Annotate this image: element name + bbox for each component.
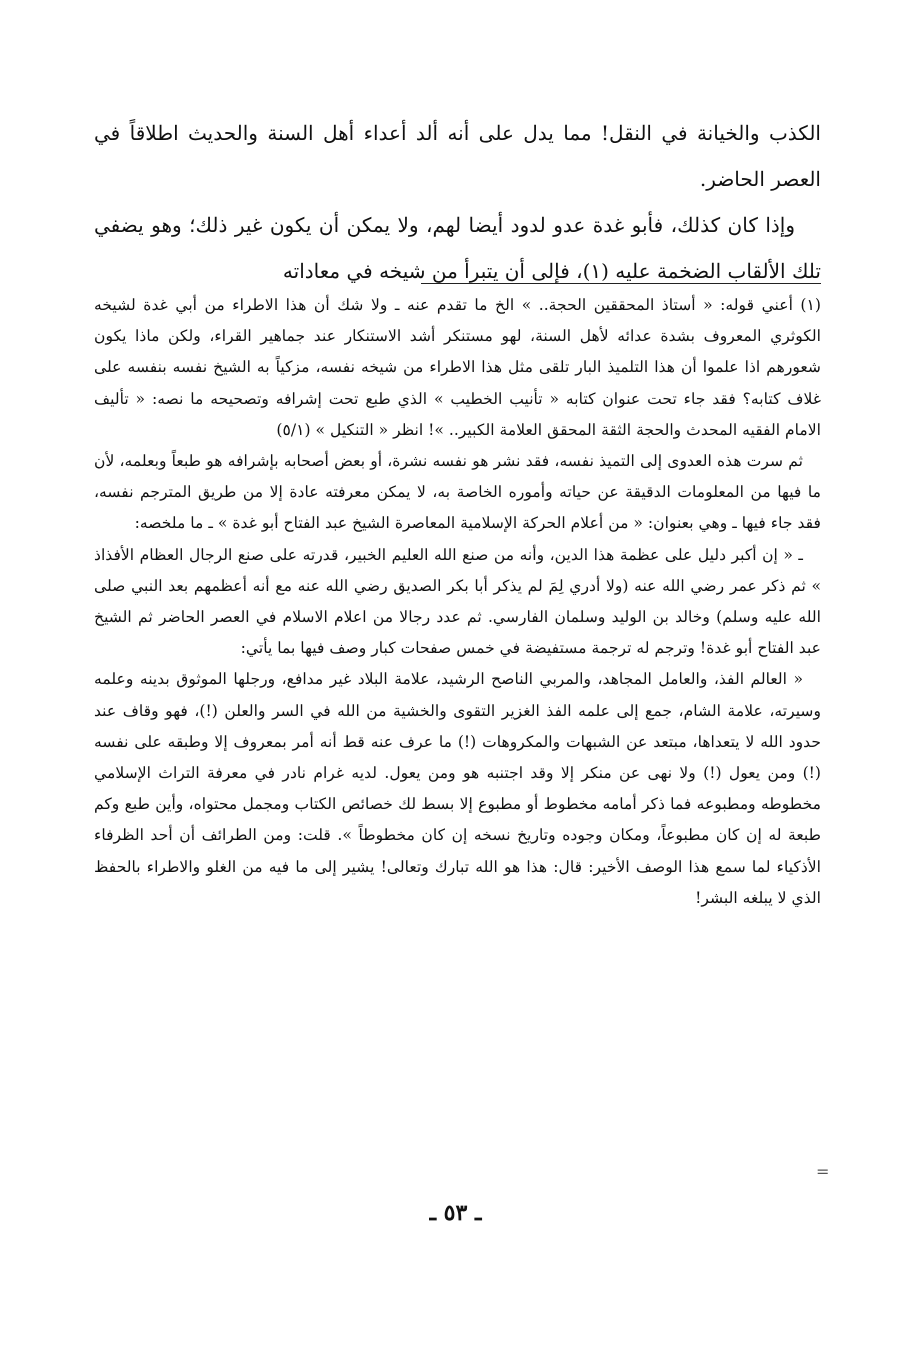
main-paragraph-2: وإذا كان كذلك، فأبو غدة عدو لدود أيضا لهم، ولا يمكن أن يكون غير ذلك؛ وهو يضفي تلك الألقاب الضخمة عليه (١)، فإلى أن يتبرأ من شيخه في معاداته	[94, 213, 821, 283]
footnote-paragraph-2: ثم سرت هذه العدوى إلى التميذ نفسه، فقد نشر هو نفسه نشرة، أو بعض أصحابه بإشرافه هو طبعاً وبعلمه، لأن ما فيها من المعلومات الدقيقة عن حياته وأموره الخاصة به، لا يمكن معرفته عادة إلا من طريق المترجم نفسه، فقد جاء فيها ـ وهي بعنوان: « من أعلام الحركة الإسلامية المعاصرة الشيخ عبد الفتاح أبو غدة » ـ ما ملخصه:	[94, 452, 821, 533]
main-paragraph-1: الكذب والخيانة في النقل! مما يدل على أنه ألد أعداء أهل السنة والحديث اطلاقاً في العصر الحاضر.	[94, 121, 821, 191]
footnote-paragraph-3: ـ « إن أكبر دليل على عظمة هذا الدين، وأنه من صنع الله العليم الخبير، قدرته على صنع الرجال العظام الأفذاذ » ثم ذكر عمر رضي الله عنه (ولا أدري لِمَ لم يذكر أبا بكر الصديق رضي الله عنه مع أنه أعظمهم بعد النبي صلى الله عليه وسلم) وخالد بن الوليد وسلمان الفارسي. ثم عدد رجالا من اعلام الاسلام في العصر الحاضر ثم الشيخ عبد الفتاح أبو غدة! وترجم له ترجمة مستفيضة في خمس صفحات كبار وصف فيها بما يأتي:	[94, 545, 821, 658]
footnote-1: (١) أعني قوله: « أستاذ المحققين الحجة.. » الخ ما تقدم عنه ـ ولا شك أن هذا الاطراء من أبي غدة لشيخه الكوثري المعروف بشدة عدائه لأهل السنة، لهو مستنكر أشد الاستنكار عند جماهير القراء، ولكن ماذا يكون شعورهم اذا علموا أن هذا التلميذ البار تلقى مثل هذا الاطراء من شيخه نفسه، مزكياً به الشيخ نفسه بنفسه على غلاف كتابه؟ فقد جاء تحت عنوان كتابه « تأنيب الخطيب » الذي طبع تحت إشرافه وتصحيحه ما نصه: « تأليف الامام الفقيه المحدث والحجة الثقة المحقق العلامة الكبير.. »! انظر « التنكيل » (٥/١)	[94, 296, 821, 439]
footnote-paragraph-4: « العالم الفذ، والعامل المجاهد، والمربي الناصح الرشيد، علامة البلاد غير مدافع، ورجلها الموثوق بدينه وعلمه وسيرته، علامة الشام، جمع إلى علمه الفذ الغزير التقوى والخشية من الله في السر والعلن (!)، فهو وقاف عند حدود الله لا يتعداها، مبتعد عن الشبهات والمكروهات (!) ما عرف عنه قط أنه أمر بمعروف إلا وطبقه على نفسه (!) ومن يعول (!) ولا نهى عن منكر إلا وقد اجتنبه هو ومن يعول. لديه غرام نادر في معرفة التراث الإسلامي مخطوطه ومطبوعه فما ذكر أمامه مخطوط أو مطبوع إلا بسط لك خصائص الكتاب ومجمل محتواه، وأين طبع وكم طبعة له إن كان مطبوعاً، ومكان وجوده وتاريخ نسخه إن كان مخطوطاً ». قلت: ومن الطرائف أن أحد الظرفاء الأذكياء لما سمع هذا الوصف الأخير: قال: هذا هو الله تبارك وتعالى! يشير إلى ما فيه من الغلو والاطراء بالحفظ الذي لا يبلغه البشر!	[94, 670, 821, 907]
footnote-divider	[421, 283, 821, 284]
main-text	[94, 110, 821, 294]
continuation-mark: =	[816, 1162, 830, 1181]
page-number: ـ ٥٣ ـ	[429, 1200, 482, 1226]
footnotes	[94, 290, 821, 914]
